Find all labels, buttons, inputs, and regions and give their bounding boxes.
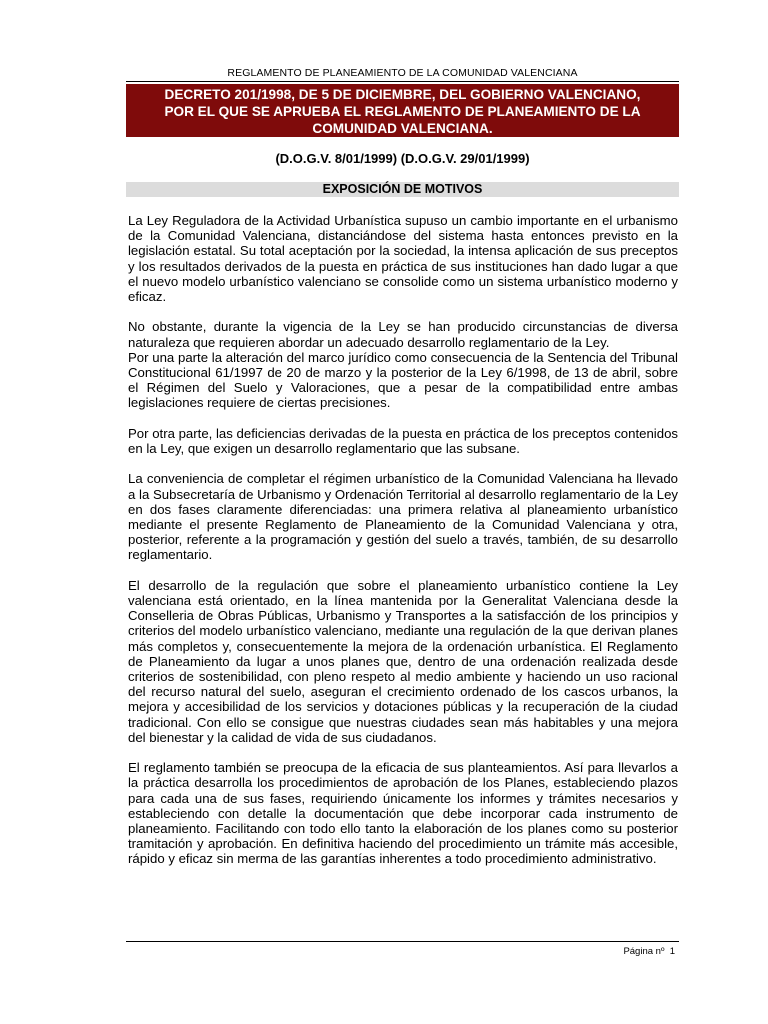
decree-title-box [126,84,679,137]
section-title: EXPOSICIÓN DE MOTIVOS [126,182,679,197]
body-text [128,213,678,882]
paragraph-5: La conveniencia de completar el régimen urbanístico de la Comunidad Valenciana ha llevado a la Subsecretaría de Urbanismo y Ordenación Territorial al desarrollo reglamentario de la Ley en dos fases claramente diferenciadas: una primera relativa al planeamiento urbanístico mediante el presente Reglamento de Planeamiento de la Comunidad Valenciana y otra, posterior, referente a la programación y gestión del suelo a través, también, de su desarrollo reglamentario. [128,471,678,563]
header-rule [126,81,679,82]
footer-rule [126,941,679,942]
decree-title-line-2: POR EL QUE SE APRUEBA EL REGLAMENTO DE PLANEAMIENTO DE LA [164,104,641,119]
paragraph-7: El reglamento también se preocupa de la eficacia de sus planteamientos. Así para llevarlos a la práctica desarrolla los procedimientos de aprobación de los Planes, estableciendo plazos para cada una de sus fases, requiriendo únicamente los informes y trámites necesarios y estableciendo con detalle la documentación que debe incorporar cada instrumento de planeamiento. Facilitando con todo ello tanto la elaboración de los planes como su posterior tramitación y aprobación. En definitiva haciendo del procedimiento un trámite más accesible, rápido y eficaz sin merma de las garantías inherentes a todo procedimiento administrativo. [128,760,678,867]
page-footer [600,946,675,957]
decree-title-line-3: COMUNIDAD VALENCIANA. [312,121,493,136]
paragraph-6: El desarrollo de la regulación que sobre el planeamiento urbanístico contiene la Ley valenciana está orientado, en la línea mantenida por la Generalitat Valenciana desde la Conselleria de Obras Públicas, Urbanismo y Transportes a la satisfacción de los principios y criterios del modelo urbanístico valenciano, mediante una regulación de la que derivan planes más completos y, consecuentemente la mejora de la ordenación urbanística. El Reglamento de Planeamiento da lugar a unos planes que, dentro de una ordenación realizada desde criterios de sostenibilidad, con pleno respeto al medio ambiente y haciendo un uso racional del recurso natural del suelo, aseguran el crecimiento ordenado de los cascos urbanos, la mejora y accesibilidad de los servicios y dotaciones públicas y la recuperación de la ciudad tradicional. Con ello se consigue que nuestras ciudades sean más habitables y una mejora del bienestar y la calidad de vida de sus ciudadanos. [128,577,678,745]
dogv-reference: (D.O.G.V. 8/01/1999) (D.O.G.V. 29/01/1999) [275,151,530,166]
paragraph-3: Por una parte la alteración del marco jurídico como consecuencia de la Sentencia del Tribunal Constitucional 61/1997 de 20 de marzo y la posterior de la Ley 6/1998, de 13 de abril, sobre el Régimen del Suelo y Valoraciones, que a pesar de la compatibilidad entre ambas legislaciones requiere de ciertas precisiones. [128,349,678,411]
decree-title-line-1: DECRETO 201/1998, DE 5 DE DICIEMBRE, DEL GOBIERNO VALENCIANO, [164,87,641,102]
running-header: REGLAMENTO DE PLANEAMIENTO DE LA COMUNIDAD VALENCIANA [227,67,578,79]
paragraph-4: Por otra parte, las deficiencias derivadas de la puesta en práctica de los preceptos contenidos en la Ley, que exigen un desarrollo reglamentario que las subsane. [128,425,678,457]
page-label: Página nº [623,946,665,957]
paragraph-1: La Ley Reguladora de la Actividad Urbanística supuso un cambio importante en el urbanismo de la Comunidad Valenciana, distanciándose del sistema hasta entonces previsto en la legislación estatal. Su total aceptación por la sociedad, la intensa aplicación de sus preceptos y los resultados derivados de la puesta en práctica de sus instituciones han dado lugar a que el nuevo modelo urbanístico valenciano se consolide como un sistema urbanístico moderno y eficaz. [128,213,678,305]
page-number: 1 [669,946,675,957]
paragraph-2: No obstante, durante la vigencia de la Ley se han producido circunstancias de diversa naturaleza que requieren abordar un adecuado desarrollo reglamentario de la Ley. [128,319,678,350]
